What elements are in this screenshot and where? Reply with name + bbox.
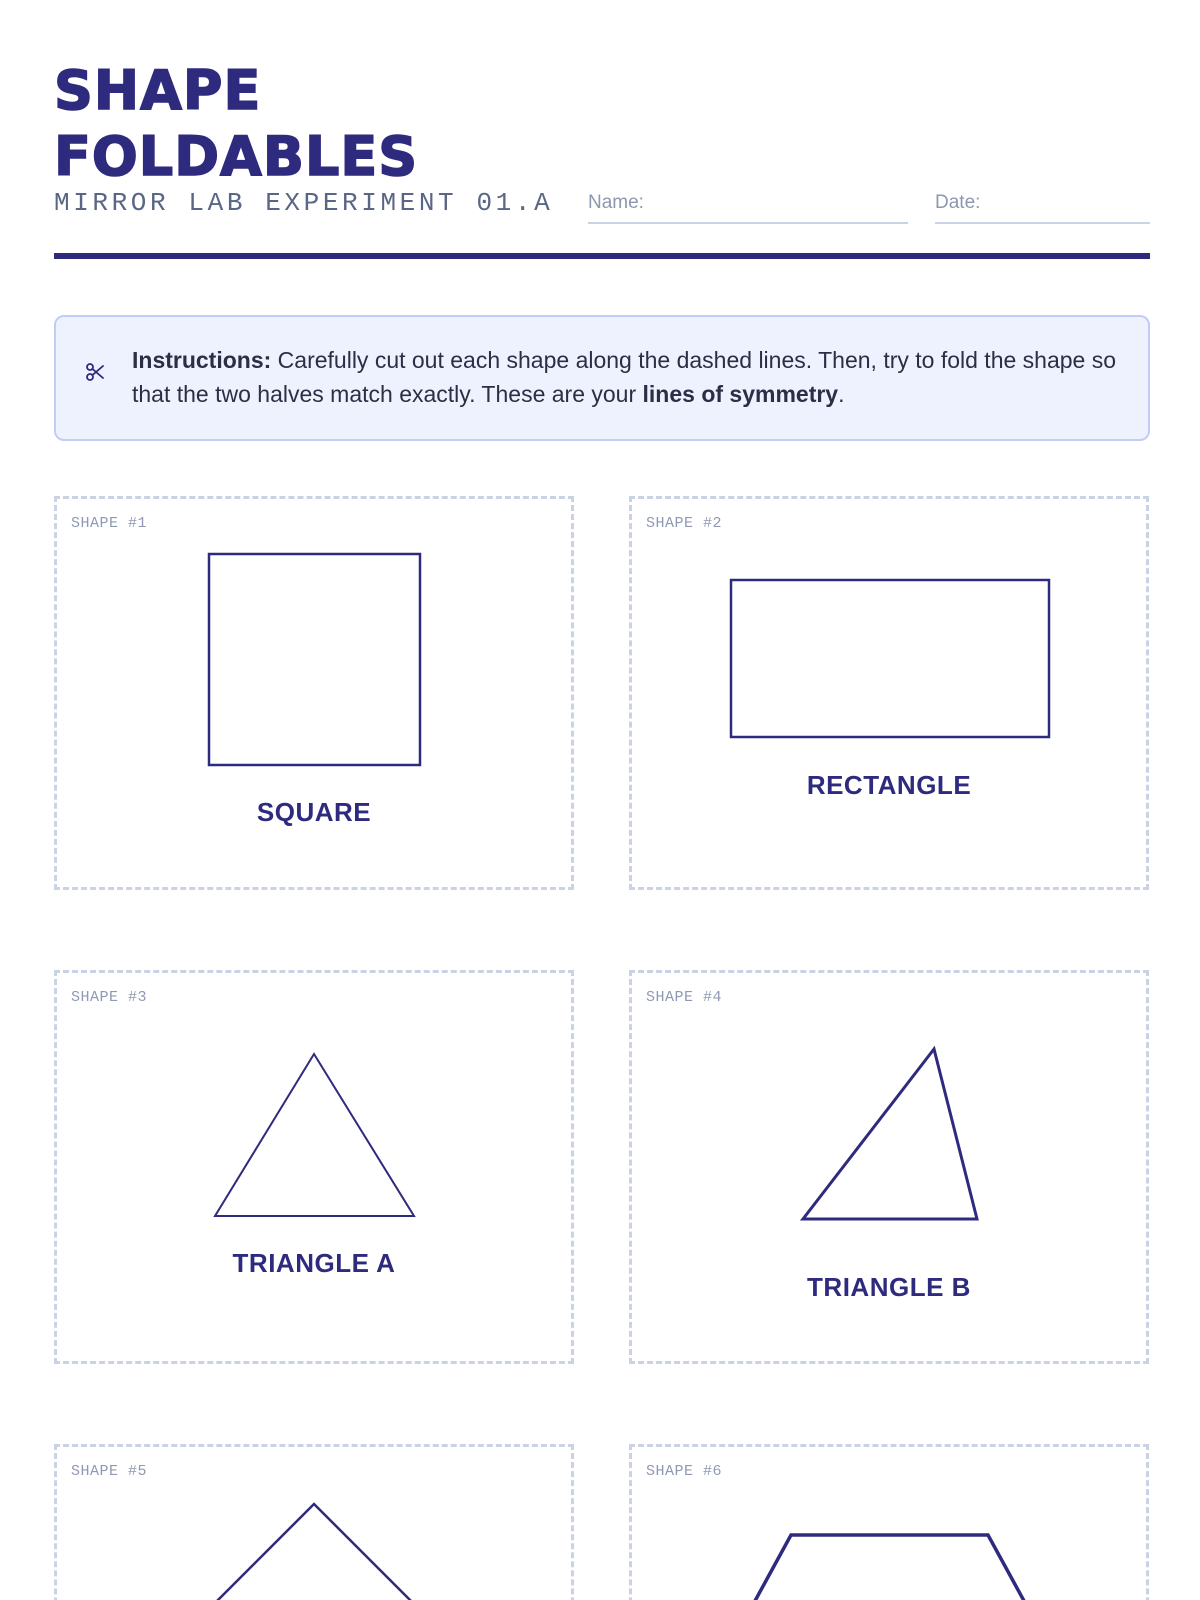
date-field[interactable]: [935, 192, 1150, 224]
shape-label: SHAPE #3: [71, 989, 148, 1006]
shape-card-5[interactable]: [54, 1444, 574, 1600]
instructions-text: [132, 343, 1122, 411]
shape-label: SHAPE #1: [71, 515, 148, 532]
trapezoid-shape: [632, 1447, 1146, 1600]
square-shape: [57, 499, 571, 887]
experiment-subtitle: MIRROR LAB EXPERIMENT 01.A: [54, 188, 554, 218]
shape-card-1[interactable]: [54, 496, 574, 890]
shape-label: SHAPE #2: [646, 515, 723, 532]
shape-label: SHAPE #5: [71, 1463, 148, 1480]
page-title: [54, 58, 594, 190]
shape-name: TRIANGLE A: [232, 1248, 396, 1278]
name-label: Name:: [588, 192, 644, 213]
shape-card-3[interactable]: [54, 970, 574, 1364]
triangle-a-shape: [57, 973, 571, 1361]
shape-5-outline: [57, 1447, 571, 1600]
instructions-emphasis: lines of symmetry: [642, 381, 839, 407]
title-line-1: SHAPE: [54, 59, 262, 122]
instructions-lead: Instructions:: [132, 347, 272, 373]
date-label: Date:: [935, 192, 981, 213]
shape-card-4[interactable]: [629, 970, 1149, 1364]
instructions-body: Carefully cut out each shape along the dashed lines. Then, try to fold the shape so that the two halves match exactly. These are your: [132, 347, 1117, 407]
rectangle-shape: [632, 499, 1146, 887]
shape-name: SQUARE: [256, 797, 372, 827]
shape-name: TRIANGLE B: [807, 1272, 971, 1302]
name-field[interactable]: [588, 192, 908, 224]
scissors-icon: [84, 361, 106, 383]
shape-label: SHAPE #6: [646, 1463, 723, 1480]
instructions-callout: [54, 315, 1150, 441]
header-divider: [54, 253, 1150, 259]
shape-card-2[interactable]: [629, 496, 1149, 890]
instructions-end: .: [838, 381, 845, 407]
shape-name: RECTANGLE: [806, 770, 972, 800]
shape-card-6[interactable]: [629, 1444, 1149, 1600]
shape-label: SHAPE #4: [646, 989, 723, 1006]
title-line-2: FOLDABLES: [54, 125, 419, 188]
